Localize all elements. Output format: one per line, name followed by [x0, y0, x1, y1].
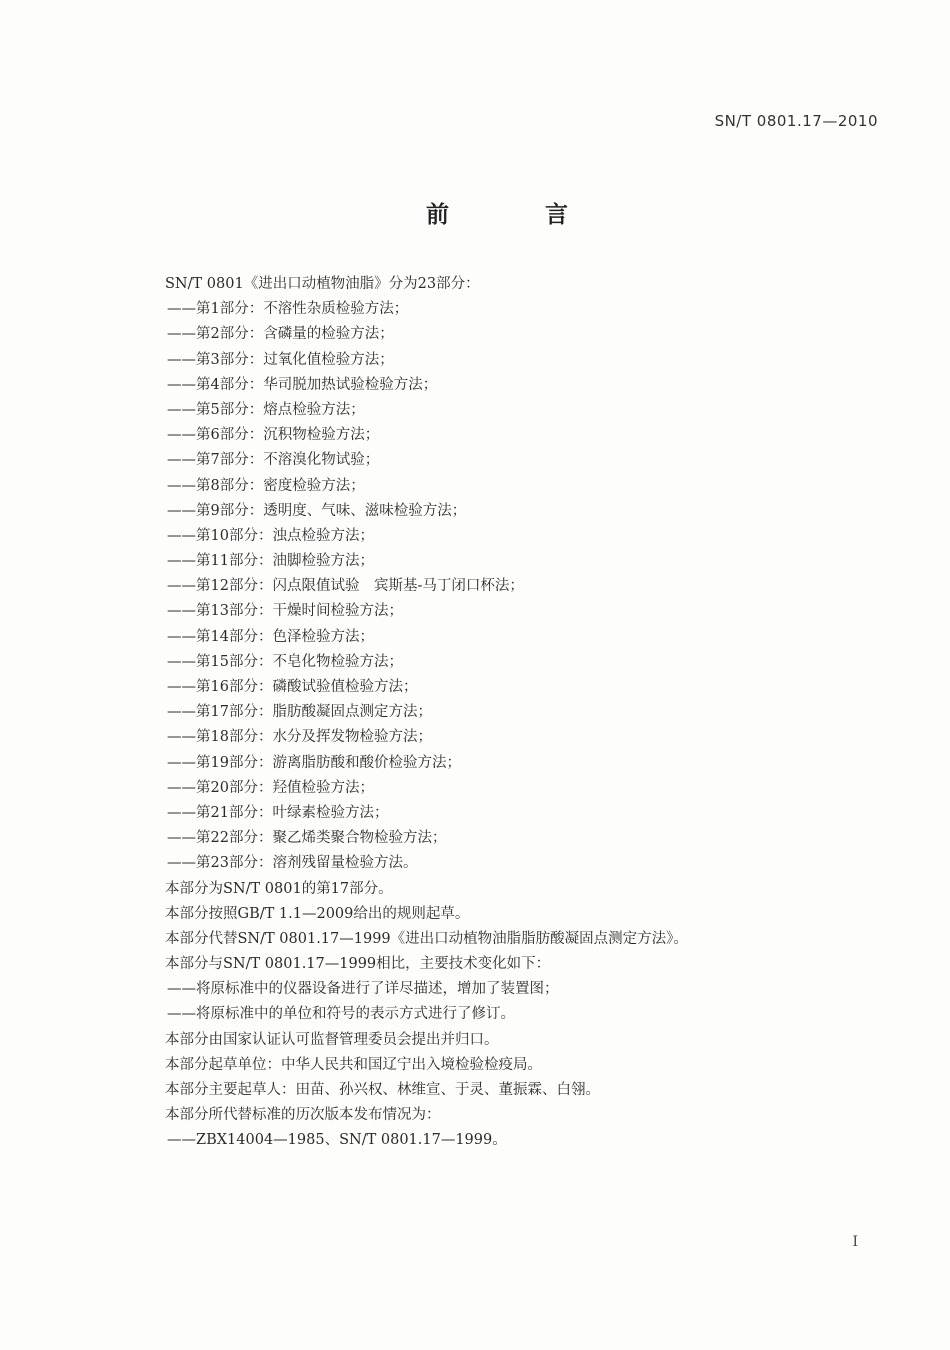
part-list-item: ——第9部分：透明度、气味、滋味检验方法；: [167, 502, 467, 519]
part-list-item: ——第17部分：脂肪酸凝固点测定方法；: [167, 704, 432, 721]
part-list-item: ——第11部分：油脚检验方法；: [167, 553, 374, 570]
part-list-item: ——第21部分：叶绿素检验方法；: [167, 804, 389, 821]
part-list-item: ——第14部分：色泽检验方法；: [167, 628, 374, 645]
part-list-item: ——第15部分：不皂化物检验方法；: [167, 653, 403, 670]
statement-line: 本部分由国家认证认可监督管理委员会提出并归口。: [165, 1031, 499, 1048]
part-list-item: ——第1部分：不溶性杂质检验方法；: [167, 301, 409, 318]
part-list-item: ——第10部分：浊点检验方法；: [167, 527, 374, 544]
part-list-item: ——第12部分：闪点限值试验 宾斯基-马丁闭口杯法；: [167, 578, 524, 595]
preface-body: [165, 272, 885, 1154]
page-title: 前 言: [425, 202, 612, 228]
change-list-item: ——将原标准中的仪器设备进行了详尽描述，增加了装置图；: [167, 981, 559, 998]
part-list-item: ——第3部分：过氧化值检验方法；: [167, 351, 394, 368]
part-list-item: ——第2部分：含磷量的检验方法；: [167, 326, 394, 343]
document-code: SN/T 0801.17—2010: [714, 112, 878, 130]
part-list-item: ——第4部分：华司脱加热试验检验方法；: [167, 376, 438, 393]
statement-line: 本部分代替SN/T 0801.17—1999《进出口动植物油脂脂肪酸凝固点测定方法》。: [165, 930, 688, 947]
intro-line: SN/T 0801《进出口动植物油脂》分为23部分：: [165, 276, 480, 292]
part-list-item: ——第18部分：水分及挥发物检验方法；: [167, 729, 432, 746]
part-list-item: ——第8部分：密度检验方法；: [167, 477, 365, 494]
statement-line: 本部分为SN/T 0801的第17部分。: [165, 880, 393, 897]
part-list-item: ——第20部分：羟值检验方法；: [167, 779, 374, 796]
part-list-item: ——第5部分：熔点检验方法；: [167, 401, 365, 418]
part-list-item: ——第13部分：干燥时间检验方法；: [167, 603, 403, 620]
part-list-item: ——第6部分：沉积物检验方法；: [167, 427, 380, 444]
statement-line: 本部分按照GB/T 1.1—2009给出的规则起草。: [165, 905, 470, 922]
history-list-item: ——ZBX14004—1985、SN/T 0801.17—1999。: [167, 1132, 507, 1149]
part-list-item: ——第7部分：不溶溴化物试验；: [167, 452, 380, 469]
statement-line: 本部分主要起草人：田苗、孙兴权、林维宣、于灵、董振霖、白翎。: [165, 1082, 600, 1098]
page-number: I: [852, 1234, 858, 1250]
part-list-item: ——第16部分：磷酸试验值检验方法；: [167, 679, 418, 695]
statement-line: 本部分起草单位：中华人民共和国辽宁出入境检验检疫局。: [165, 1056, 542, 1073]
statement-line: 本部分所代替标准的历次版本发布情况为：: [165, 1107, 441, 1124]
part-list-item: ——第23部分：溶剂残留量检验方法。: [167, 855, 418, 872]
change-list-item: ——将原标准中的单位和符号的表示方式进行了修订。: [167, 1006, 515, 1023]
part-list-item: ——第19部分：游离脂肪酸和酸价检验方法；: [167, 754, 461, 771]
part-list-item: ——第22部分：聚乙烯类聚合物检验方法；: [167, 830, 447, 847]
statement-line: 本部分与SN/T 0801.17—1999相比，主要技术变化如下：: [165, 956, 551, 973]
